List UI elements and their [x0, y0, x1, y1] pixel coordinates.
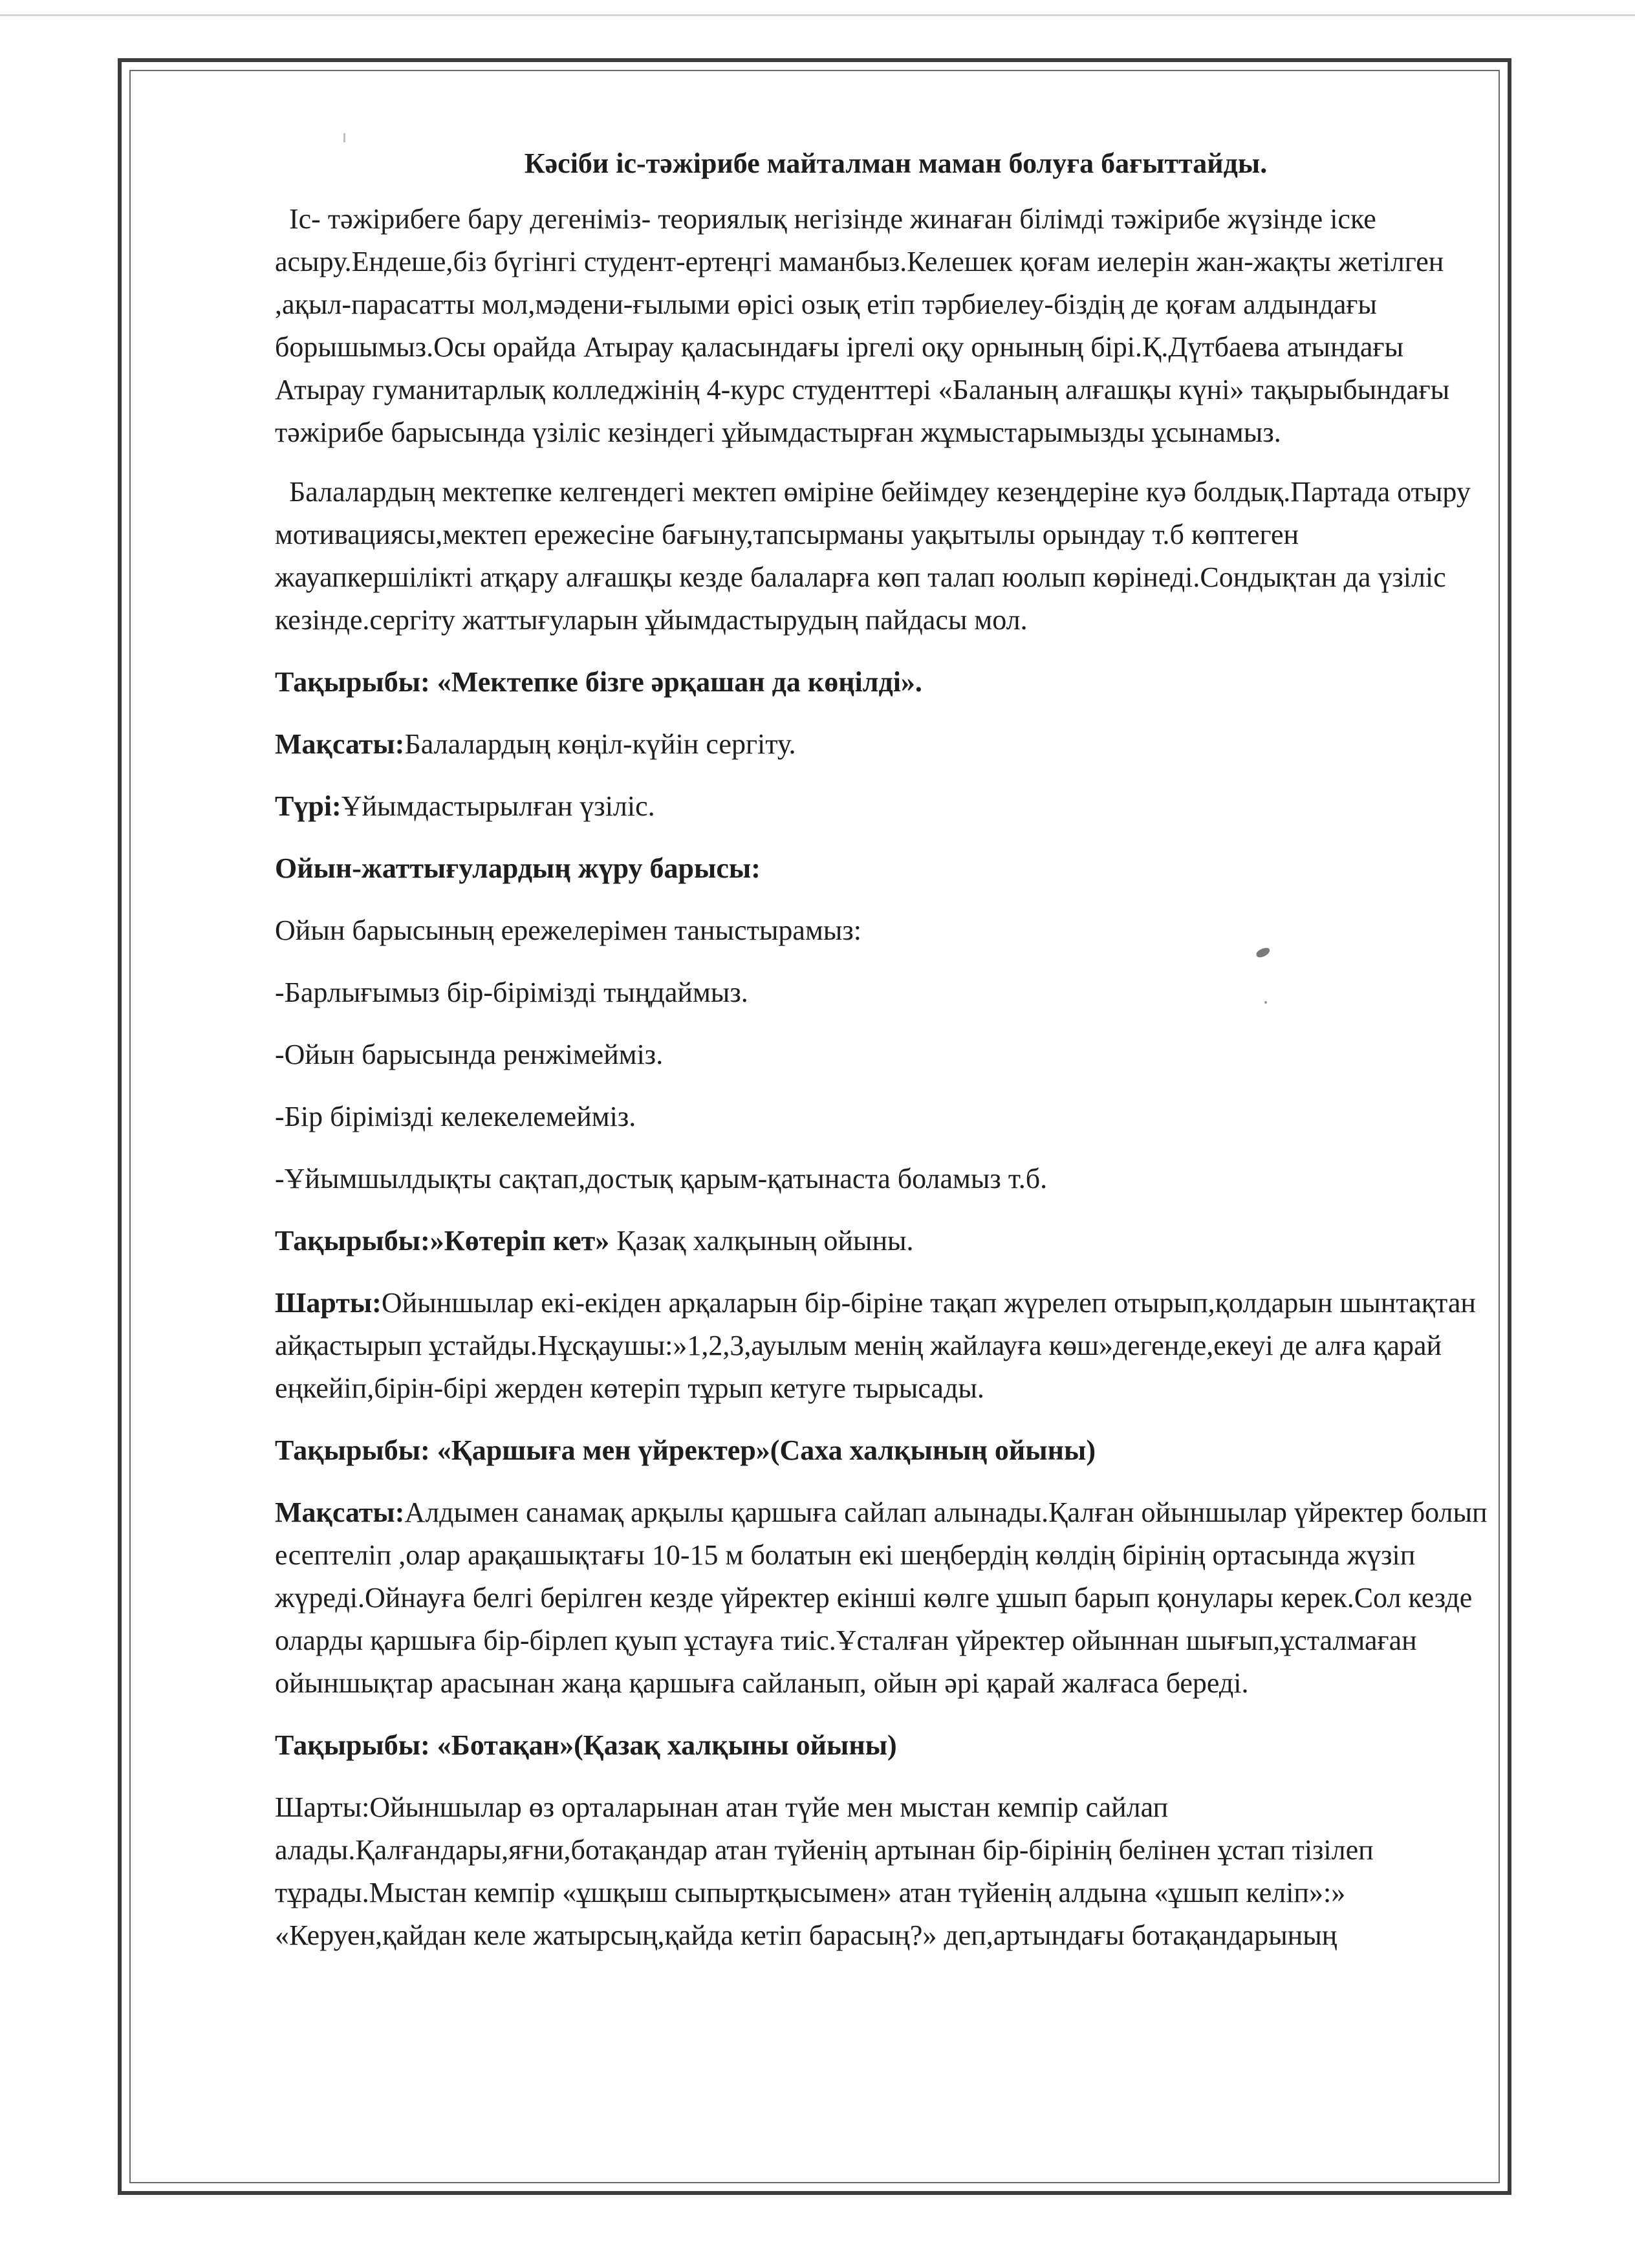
goal-3 [275, 1491, 1491, 1705]
goal-1-text: Балалардың көңіл-күйін сергіту. [404, 728, 796, 760]
type-label: Түрі: [275, 790, 341, 822]
goal-1 [275, 723, 1491, 766]
progress-heading: Ойын-жаттығулардың жүру барысы: [275, 852, 761, 884]
scan-edge-line [0, 14, 1635, 16]
goal-1-label: Мақсаты: [275, 728, 405, 760]
intro-paragraph: Іс- тәжірибеге бару дегеніміз- теориялық негізінде жинаған білімді тәжірибе жүзінде іске асыру.Ендеше,біз бүгінгі студент-ертеңгі маманбыз.Келешек қоғам иелерін жан-жақты жетілген ,ақыл-парасатты мол,мәдени-ғылыми өрісі озық етіп тәрбиелеу-біздің де қоғам алдындағы борышымыз.Осы орайда Атырау қаласындағы іргелі оқу орнының бірі.Қ.Дүтбаева атындағы Атырау гуманитарлық колледжінің 4-курс студенттері «Баланың алғашқы күні» тақырыбындағы тәжірибе барысында үзіліс кезіндегі ұйымдастырған жұмыстарымызды ұсынамыз. [275, 203, 1450, 448]
topic-2-label: Тақырыбы:»Көтеріп кет» [275, 1225, 610, 1257]
type-text: Ұйымдастырылған үзіліс. [341, 790, 655, 822]
scan-mark [343, 133, 345, 142]
goal-3-label: Мақсаты: [275, 1496, 405, 1528]
rule-item: -Ұйымшылдықты сақтап,достық қарым-қатынаста боламыз т.б. [275, 1163, 1048, 1194]
condition-2-label: Шарты: [275, 1287, 382, 1319]
topic-4-heading: Тақырыбы: «Ботақан»(Қазақ халқыны ойыны) [275, 1729, 897, 1761]
topic-2-text: Қазақ халқының ойыны. [609, 1225, 914, 1257]
rule-item: -Барлығымыз бір-бірімізді тыңдаймыз. [275, 977, 748, 1008]
condition-2 [275, 1282, 1491, 1410]
document-body [275, 142, 1491, 1976]
topic-1-heading: Тақырыбы: «Мектепке бізге әрқашан да көңілді». [275, 666, 922, 698]
rules-intro: Ойын барысының ережелерімен таныстырамыз: [275, 914, 861, 946]
topic-2-heading [275, 1220, 1491, 1262]
topic-3-heading: Тақырыбы: «Қаршыға мен үйректер»(Саха халқының ойыны) [275, 1434, 1096, 1466]
rule-item: -Бір бірімізді келекелемейміз. [275, 1101, 636, 1132]
goal-3-text: Алдымен санамақ арқылы қаршыға сайлап алынады.Қалған ойыншылар үйректер болып есептеліп ,олар арақашықтағы 10-15 м болатын екі шеңбердің көлдің бірінің ортасында жүзіп жүреді.Ойнауға белгі берілген кезде үйректер екінші көлге ұшып барып қонулары керек.Сол кезде оларды қаршыға бір-бірлеп қуып ұстауға тиіс.Ұсталған үйректер ойыннан шығып,ұсталмаған ойыншықтар арасынан жаңа қаршыға сайланып, ойын әрі қарай жалғаса береді. [275, 1496, 1488, 1699]
type-line [275, 785, 1491, 828]
rule-item: -Ойын барысында ренжімейміз. [275, 1039, 664, 1070]
condition-4: Шарты:Ойыншылар өз орталарынан атан түйе мен мыстан кемпір сайлап алады.Қалғандары,яғни,ботақандар атан түйенің артынан бір-бірінің белінен ұстап тізілеп тұрады.Мыстан кемпір «ұшқыш сыпыртқысымен» атан түйенің алдына «ұшып келіп»:» «Керуен,қайдан келе жатырсың,қайда кетіп барасың?» деп,артындағы ботақандарының [275, 1791, 1374, 1951]
document-title: Кәсіби іс-тәжірибе майталман маман болуға бағыттайды. [524, 147, 1268, 179]
condition-2-text: Ойыншылар екі-екіден арқаларын бір-біріне тақап жүрелеп отырып,қолдарын шынтақтан айқастырып ұстайды.Нұсқаушы:»1,2,3,ауылым менің жайлауға көш»дегенде,екеуі де алға қарай еңкейіп,бірін-бірі жерден көтеріп тұрып кетуге тырысады. [275, 1287, 1476, 1404]
adaptation-paragraph: Балалардың мектепке келгендегі мектеп өміріне бейімдеу кезеңдеріне куә болдық.Партада отыру мотивациясы,мектеп ережесіне бағыну,тапсырманы уақытылы орындау т.б көптеген жауапкершілікті атқару алғашқы кезде балаларға көп талап юолып көрінеді.Сондықтан да үзіліс кезінде.сергіту жаттығуларын ұйымдастырудың пайдасы мол. [275, 476, 1471, 636]
